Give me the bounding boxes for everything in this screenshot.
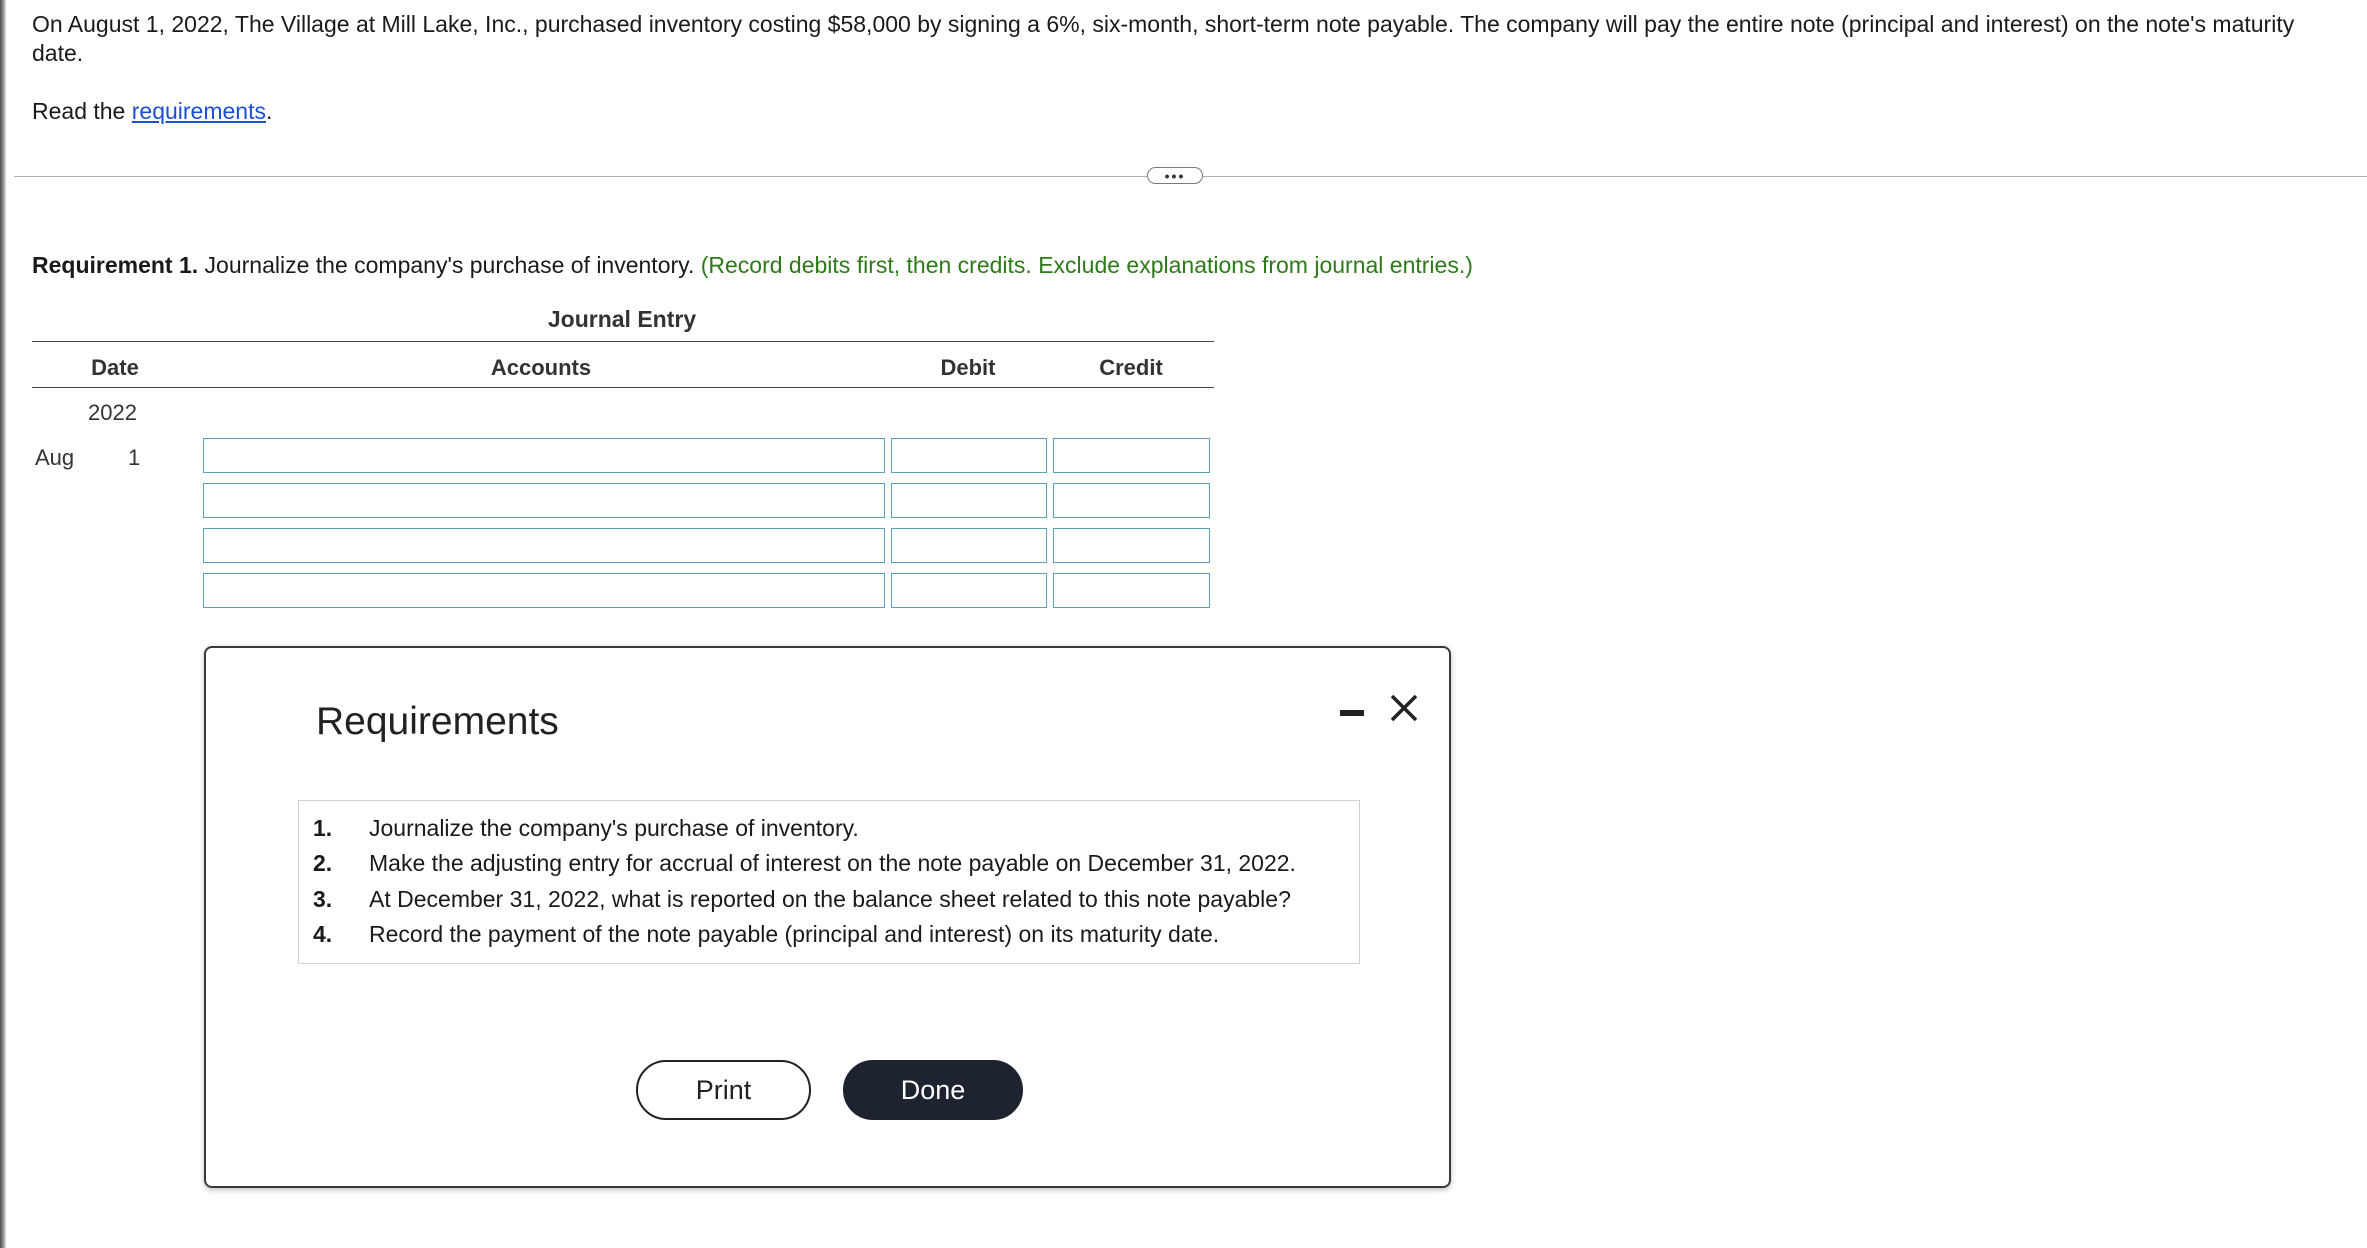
requirements-link[interactable]: requirements (131, 98, 266, 124)
ellipsis-icon: ••• (1164, 167, 1186, 184)
debit-input-row-4[interactable] (891, 573, 1047, 608)
debit-column-header: Debit (940, 355, 996, 380)
journal-entry-title: Journal Entry (547, 306, 697, 332)
account-input-row-2[interactable] (203, 483, 885, 518)
print-button[interactable]: Print (636, 1060, 811, 1120)
modal-title: Requirements (316, 700, 559, 743)
problem-statement (32, 10, 2342, 68)
journal-header-rule-bottom (32, 387, 1214, 388)
read-requirements-line (32, 97, 272, 126)
requirement-1-hint: (Record debits first, then credits. Exclude explanations from journal entries.) (700, 252, 1473, 278)
debit-input-row-2[interactable] (891, 483, 1047, 518)
list-item-text: At December 31, 2022, what is reported on the balance sheet related to this note payable? (369, 886, 1291, 912)
minimize-icon[interactable] (1333, 692, 1369, 728)
requirements-modal (204, 646, 1451, 1188)
list-item-text: Record the payment of the note payable (principal and interest) on its maturity date. (369, 921, 1220, 947)
list-item-text: Make the adjusting entry for accrual of interest on the note payable on December 31, 2022. (369, 850, 1296, 876)
debit-input-row-3[interactable] (891, 528, 1047, 563)
read-suffix: . (265, 98, 273, 124)
account-input-row-4[interactable] (203, 573, 885, 608)
debit-input-row-1[interactable] (891, 438, 1047, 473)
done-button[interactable]: Done (843, 1060, 1023, 1120)
journal-day: 1 (128, 445, 141, 470)
divider-expand-handle[interactable] (1147, 167, 1203, 184)
requirement-1-label: Requirement 1. (32, 252, 199, 278)
requirement-1-text: Journalize the company's purchase of inventory. (198, 252, 701, 278)
journal-year: 2022 (88, 400, 137, 425)
requirements-list (298, 800, 1360, 964)
problem-text-line2: date. (32, 40, 84, 66)
accounts-column-header: Accounts (490, 355, 592, 380)
close-x-glyph (1386, 690, 1422, 726)
list-item-text: Journalize the company's purchase of inventory. (369, 815, 859, 841)
credit-input-row-3[interactable] (1053, 528, 1210, 563)
requirement-1-prompt (32, 251, 1473, 280)
journal-month: Aug (35, 445, 75, 470)
problem-text-line1: On August 1, 2022, The Village at Mill Lake, Inc., purchased inventory costing $58,000 by signing a 6%, six-month, short-term note payable. The company will pay the entire note (principal and interest) on the note's maturity (32, 11, 2295, 37)
credit-input-row-1[interactable] (1053, 438, 1210, 473)
credit-column-header: Credit (1099, 355, 1163, 380)
read-prefix: Read the (32, 98, 132, 124)
account-input-row-1[interactable] (203, 438, 885, 473)
window-edge (0, 0, 6, 1248)
date-column-header: Date (91, 355, 139, 380)
list-item-number: 1. (313, 815, 333, 841)
credit-input-row-2[interactable] (1053, 483, 1210, 518)
list-item-number: 3. (313, 886, 333, 912)
credit-input-row-4[interactable] (1053, 573, 1210, 608)
list-item-number: 2. (313, 850, 333, 876)
list-item-number: 4. (313, 921, 333, 947)
close-icon[interactable] (1386, 690, 1422, 726)
account-input-row-3[interactable] (203, 528, 885, 563)
journal-header-rule-top (32, 341, 1214, 342)
